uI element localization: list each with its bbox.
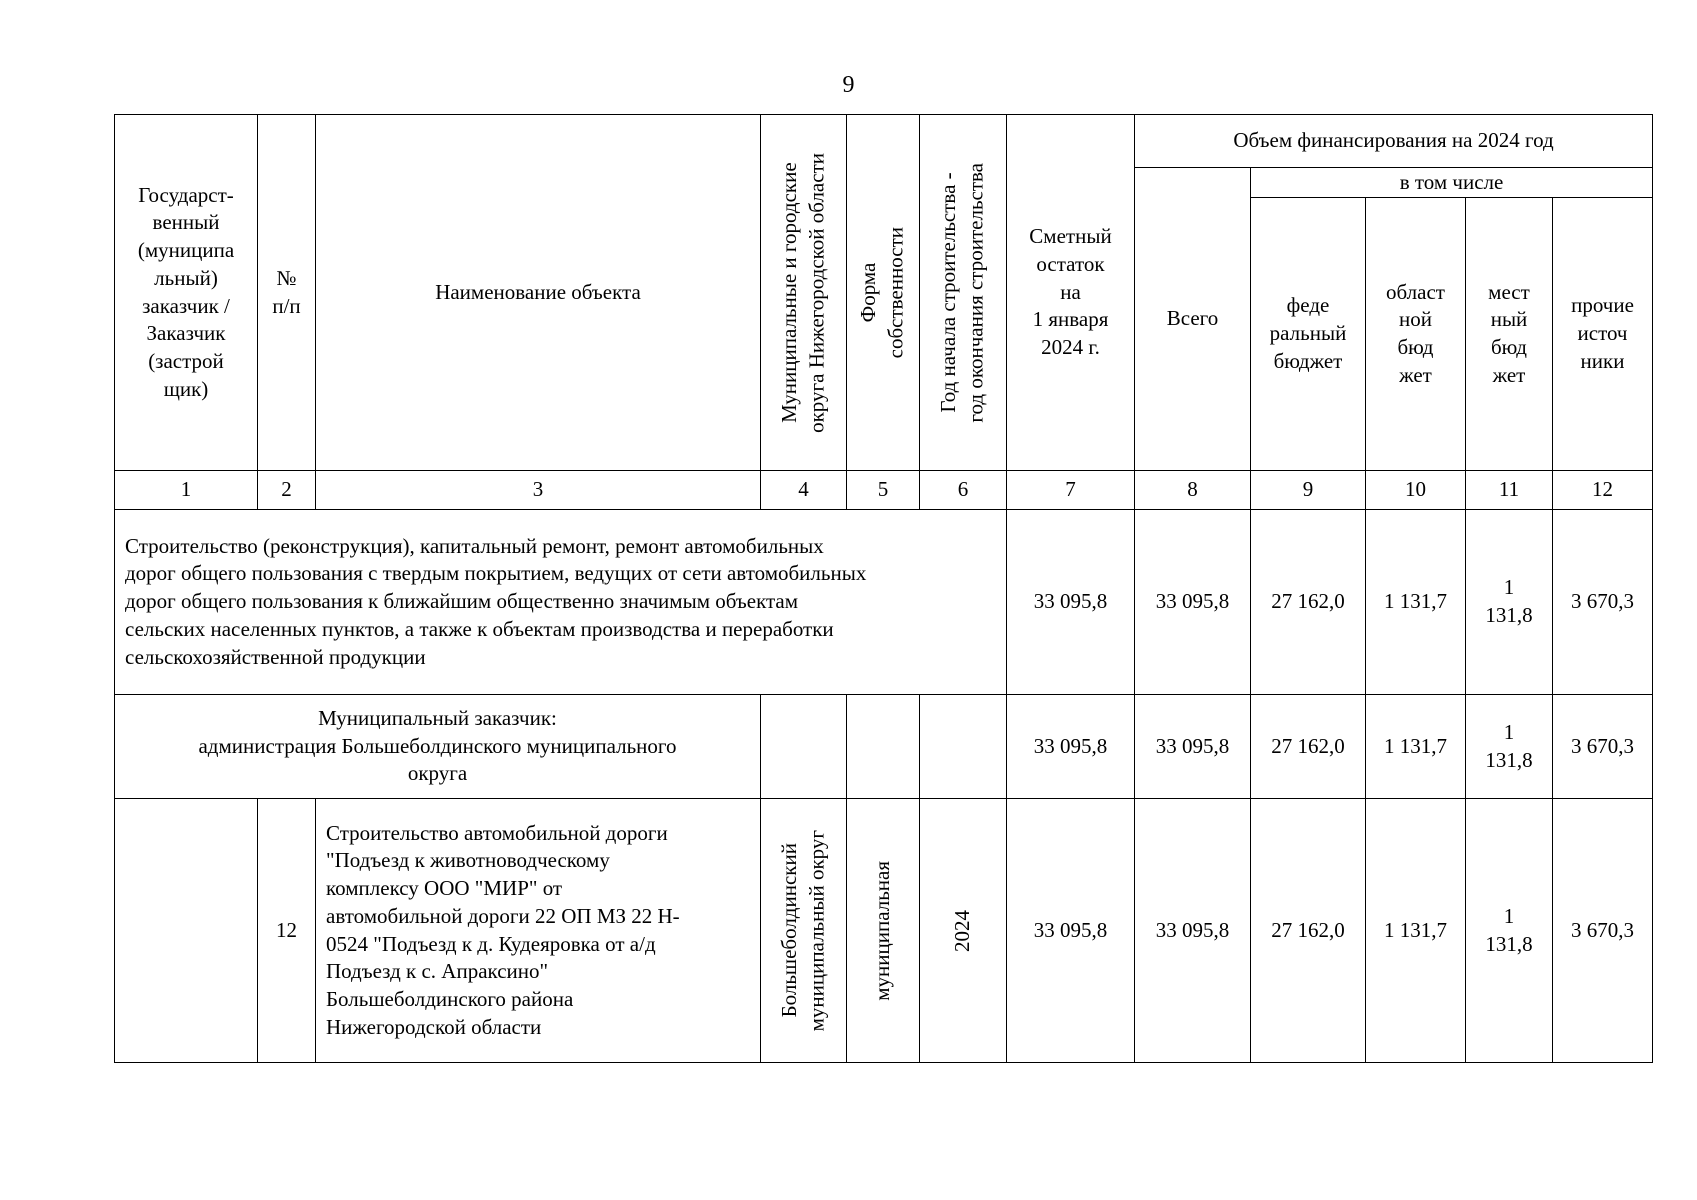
column-numbers-row <box>115 471 1653 510</box>
column-number: 7 <box>1007 471 1135 510</box>
header-ownership <box>847 115 920 471</box>
object-district <box>761 799 847 1063</box>
object-federal: 27 162,0 <box>1251 799 1366 1063</box>
object-regional: 1 131,7 <box>1366 799 1466 1063</box>
section-title: Строительство (реконструкция), капитальный ремонт, ремонт автомобильных дорог общего пользования с твердым покрытием, ведущих от сети автомобильных дорог общего пользования к ближайшим общественно значимым объектам сельских населенных пунктов, а также к объектам производства и переработки сельскохозяйственной продукции <box>115 510 1007 695</box>
column-number: 1 <box>115 471 258 510</box>
section-total: 33 095,8 <box>1135 510 1251 695</box>
header-object-name: Наименование объекта <box>316 115 761 471</box>
customer-estimated-balance: 33 095,8 <box>1007 695 1135 799</box>
header-districts-label: Муниципальные и городские округа Нижегородской области <box>776 152 829 433</box>
object-estimated-balance: 33 095,8 <box>1007 799 1135 1063</box>
column-number: 4 <box>761 471 847 510</box>
column-number: 3 <box>316 471 761 510</box>
object-total: 33 095,8 <box>1135 799 1251 1063</box>
object-district-label: Большеболдинский муниципальный округ <box>776 829 829 1032</box>
header-funding-title: Объем финансирования на 2024 год <box>1135 115 1653 168</box>
customer-row <box>115 695 1653 799</box>
column-number: 8 <box>1135 471 1251 510</box>
header-years <box>920 115 1007 471</box>
section-other: 3 670,3 <box>1553 510 1653 695</box>
header-years-label: Год начала строительства - год окончания строительства <box>936 162 988 423</box>
object-local: 1 131,8 <box>1466 799 1553 1063</box>
customer-other: 3 670,3 <box>1553 695 1653 799</box>
header-customer: Государст- венный (муниципа льный) заказчик / Заказчик (застрой щик) <box>115 115 258 471</box>
customer-ownership-empty <box>847 695 920 799</box>
section-local: 1 131,8 <box>1466 510 1553 695</box>
column-number: 2 <box>258 471 316 510</box>
section-row <box>115 510 1653 695</box>
object-customer <box>115 799 258 1063</box>
customer-years-empty <box>920 695 1007 799</box>
object-other: 3 670,3 <box>1553 799 1653 1063</box>
customer-federal: 27 162,0 <box>1251 695 1366 799</box>
column-number: 5 <box>847 471 920 510</box>
section-federal: 27 162,0 <box>1251 510 1366 695</box>
object-name: Строительство автомобильной дороги "Подъезд к животноводческому комплексу ООО "МИР" от автомобильной дороги 22 ОП МЗ 22 Н- 0524 "Подъезд к д. Кудеяровка от а/д Подъезд к с. Апраксино" Большеболдинского района Нижегородской области <box>316 799 761 1063</box>
header-number: № п/п <box>258 115 316 471</box>
column-number: 10 <box>1366 471 1466 510</box>
customer-local: 1 131,8 <box>1466 695 1553 799</box>
header-row-1 <box>115 115 1653 168</box>
header-including: в том числе <box>1251 168 1653 198</box>
object-number: 12 <box>258 799 316 1063</box>
object-years-label: 2024 <box>950 909 975 952</box>
object-years <box>920 799 1007 1063</box>
customer-regional: 1 131,7 <box>1366 695 1466 799</box>
object-ownership-label: муниципальная <box>870 860 895 1001</box>
header-districts <box>761 115 847 471</box>
column-number: 12 <box>1553 471 1653 510</box>
column-number: 6 <box>920 471 1007 510</box>
section-regional: 1 131,7 <box>1366 510 1466 695</box>
page-number: 9 <box>842 72 855 98</box>
column-number: 9 <box>1251 471 1366 510</box>
object-row <box>115 799 1653 1063</box>
header-estimated-balance: Сметный остаток на 1 января 2024 г. <box>1007 115 1135 471</box>
funding-table <box>114 114 1653 1063</box>
header-federal-budget: феде ральный бюджет <box>1251 198 1366 471</box>
header-local-budget: мест ный бюд жет <box>1466 198 1553 471</box>
customer-total: 33 095,8 <box>1135 695 1251 799</box>
customer-title: Муниципальный заказчик: администрация Большеболдинского муниципального округа <box>115 695 761 799</box>
header-ownership-label: Форма собственности <box>856 226 908 359</box>
section-estimated-balance: 33 095,8 <box>1007 510 1135 695</box>
column-number: 11 <box>1466 471 1553 510</box>
header-other-sources: прочие источ ники <box>1553 198 1653 471</box>
customer-district-empty <box>761 695 847 799</box>
header-regional-budget: област ной бюд жет <box>1366 198 1466 471</box>
object-ownership <box>847 799 920 1063</box>
header-total: Всего <box>1135 168 1251 471</box>
